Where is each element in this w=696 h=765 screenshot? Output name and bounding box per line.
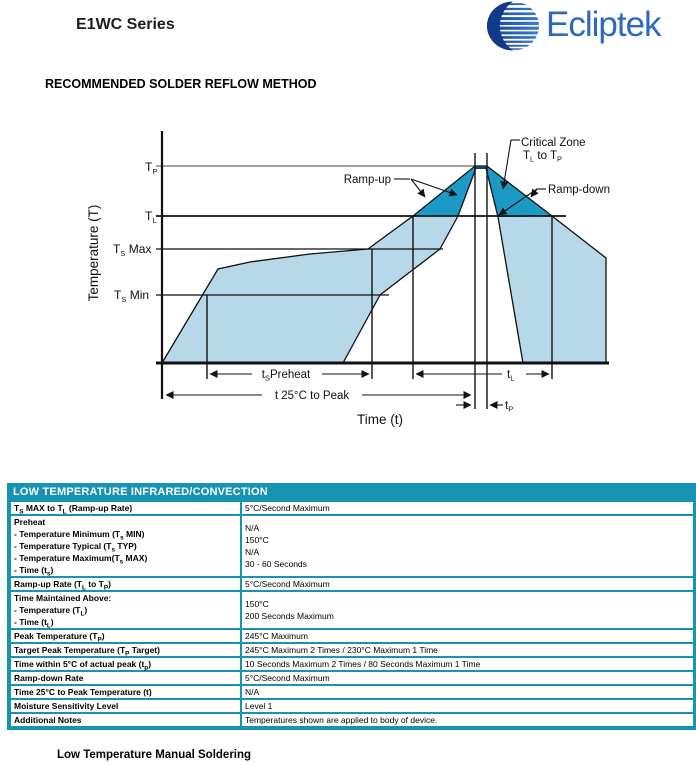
ecliptek-wordmark: Ecliptek <box>546 5 661 44</box>
row-value <box>241 577 694 591</box>
section-heading: RECOMMENDED SOLDER REFLOW METHOD <box>45 77 317 91</box>
value-line: 10 Seconds Maximum 2 Times / 80 Seconds Maximum 1 Time <box>245 659 481 669</box>
x-axis-title: Time (t) <box>357 412 403 427</box>
row-value <box>241 685 694 699</box>
tsmax-label: $T_S$ Max <box>113 242 152 258</box>
tp-dim-label: $t_P$ <box>505 400 514 414</box>
value-line: 30 - 60 Seconds <box>245 559 307 569</box>
label-line: Preheat <box>14 517 46 527</box>
label-line: - Time $(t_s)$ <box>14 565 54 578</box>
critical-zone-label-line2: $T_L$ to $T_P$ <box>523 150 563 164</box>
ecliptek-globe-icon <box>486 1 540 51</box>
row-value <box>241 515 694 577</box>
row-value <box>241 699 694 713</box>
tp-label: $T_P$ <box>145 160 158 176</box>
label-line: Additional Notes <box>14 715 82 725</box>
ramp-down-label: Ramp-down <box>548 184 610 196</box>
table-grid <box>9 500 695 728</box>
row-value <box>241 643 694 657</box>
value-line: 245°C Maximum <box>245 631 308 641</box>
row-label <box>10 713 241 727</box>
value-line: N/A <box>245 547 260 557</box>
critical-zone-label-line1: Critical Zone <box>521 137 586 149</box>
value-line: N/A <box>245 687 260 697</box>
value-line: 150°C <box>245 535 269 545</box>
label-line: - Time $(t_L)$ <box>14 617 54 630</box>
label-line: $T_S$ MAX to $T_L$ (Ramp-up Rate) <box>14 503 133 516</box>
table-header: LOW TEMPERATURE INFRARED/CONVECTION <box>9 485 695 500</box>
row-value <box>241 657 694 671</box>
label-line: - Temperature Typical ($T_s$ TYP) <box>14 541 137 554</box>
page-title: E1WC Series <box>76 16 175 33</box>
table-row <box>10 515 694 577</box>
tsmin-label: $T_S$ Min <box>114 288 150 304</box>
value-line: N/A <box>245 523 260 533</box>
footer-subheading: Low Temperature Manual Soldering <box>57 749 252 761</box>
row-value <box>241 629 694 643</box>
label-line: Time Maintained Above: <box>14 593 112 603</box>
table-row <box>10 643 694 657</box>
preheat-dim-label: $t_SPreheat$ <box>261 369 311 383</box>
row-label <box>10 671 241 685</box>
table-row <box>10 699 694 713</box>
value-line: Temperatures shown are applied to body of device. <box>245 715 438 725</box>
table-row <box>10 713 694 727</box>
table-row <box>10 657 694 671</box>
table-row <box>10 591 694 629</box>
row-label <box>10 629 241 643</box>
label-line: Time 25°C to Peak Temperature (t) <box>14 687 152 697</box>
label-line: Peak Temperature $(T_P)$ <box>14 631 105 644</box>
reflow-table <box>7 483 696 730</box>
tl-label: $T_L$ <box>145 209 157 225</box>
value-line: Level 1 <box>245 701 273 711</box>
row-label <box>10 657 241 671</box>
row-value <box>241 501 694 515</box>
value-line: 5°C/Second Maximum <box>245 673 330 683</box>
label-line: Moisture Sensitivity Level <box>14 701 119 711</box>
label-line: Ramp-down Rate <box>14 673 84 683</box>
reflow-table-body <box>10 501 694 727</box>
value-line: 245°C Maximum 2 Times / 230°C Maximum 1 Time <box>245 645 438 655</box>
table-row <box>10 577 694 591</box>
tl-dim-label: $t_L$ <box>507 369 515 383</box>
value-line: 5°C/Second Maximum <box>245 503 330 513</box>
row-label <box>10 699 241 713</box>
label-line: - Temperature $(T_L)$ <box>14 605 88 618</box>
ramp-up-label: Ramp-up <box>343 174 391 186</box>
value-line: 150°C <box>245 599 269 609</box>
table-row <box>10 685 694 699</box>
row-label <box>10 577 241 591</box>
label-line: Time within 5°C of actual peak $(t_p)$ <box>14 659 152 672</box>
row-label <box>10 515 241 577</box>
label-line: Target Peak Temperature ($T_P$ Target) <box>14 645 160 658</box>
ecliptek-logo <box>486 1 661 51</box>
table-row <box>10 501 694 515</box>
reflow-profile-diagram <box>85 126 625 431</box>
row-value <box>241 713 694 727</box>
y-axis-title: Temperature (T) <box>86 204 101 302</box>
table-row <box>10 629 694 643</box>
row-label <box>10 685 241 699</box>
row-value <box>241 671 694 685</box>
table-row <box>10 671 694 685</box>
label-line: - Temperature Minimum ($T_s$ MIN) <box>14 529 145 542</box>
label-line: Ramp-up Rate ($T_L$ to $T_P$) <box>14 579 111 592</box>
value-line: 5°C/Second Maximum <box>245 579 330 589</box>
row-label <box>10 501 241 515</box>
row-label <box>10 643 241 657</box>
label-line: - Temperature $Maximum(T_s$ MAX) <box>14 553 148 566</box>
row-value <box>241 591 694 629</box>
row-label <box>10 591 241 629</box>
value-line: 200 Seconds Maximum <box>245 611 334 621</box>
t25-dim-label: t 25°C to Peak <box>274 390 350 402</box>
